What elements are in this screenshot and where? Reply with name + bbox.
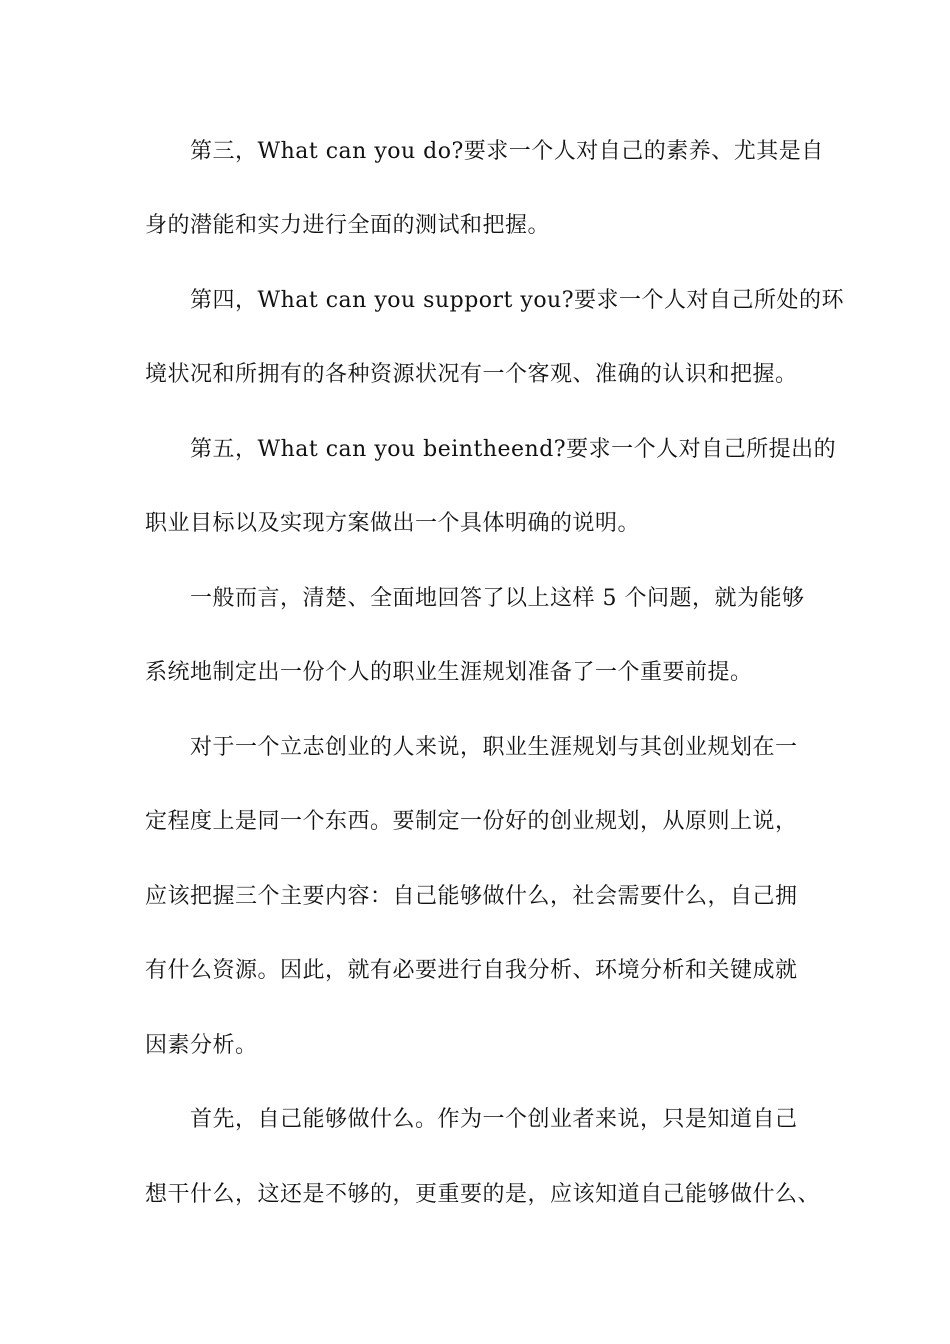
paragraph-line: 系统地制定出一份个人的职业生涯规划准备了一个重要前提。	[145, 660, 753, 685]
paragraph-line: 身的潜能和实力进行全面的测试和把握。	[145, 213, 551, 238]
paragraph-line: 第三，What can you do?要求一个人对自己的素养、尤其是自	[190, 139, 824, 164]
paragraph-line: 职业目标以及实现方案做出一个具体明确的说明。	[145, 511, 641, 536]
paragraph-line: 有什么资源。因此，就有必要进行自我分析、环境分析和关键成就	[145, 958, 798, 983]
paragraph-line: 第四，What can you support you?要求一个人对自己所处的环	[190, 288, 845, 313]
paragraph-line: 因素分析。	[145, 1033, 258, 1058]
paragraph-line: 境状况和所拥有的各种资源状况有一个客观、准确的认识和把握。	[145, 362, 798, 387]
paragraph-line: 对于一个立志创业的人来说，职业生涯规划与其创业规划在一	[190, 735, 798, 760]
paragraph-line: 首先，自己能够做什么。作为一个创业者来说，只是知道自己	[190, 1107, 798, 1132]
paragraph-line: 第五，What can you beintheend?要求一个人对自己所提出的	[190, 437, 837, 462]
paragraph-line: 应该把握三个主要内容：自己能够做什么，社会需要什么，自己拥	[145, 884, 798, 909]
paragraph-line: 想干什么，这还是不够的，更重要的是，应该知道自己能够做什么、	[145, 1182, 821, 1207]
paragraph-line: 定程度上是同一个东西。要制定一份好的创业规划，从原则上说，	[145, 809, 798, 834]
paragraph-line: 一般而言，清楚、全面地回答了以上这样 5 个问题，就为能够	[190, 586, 805, 611]
